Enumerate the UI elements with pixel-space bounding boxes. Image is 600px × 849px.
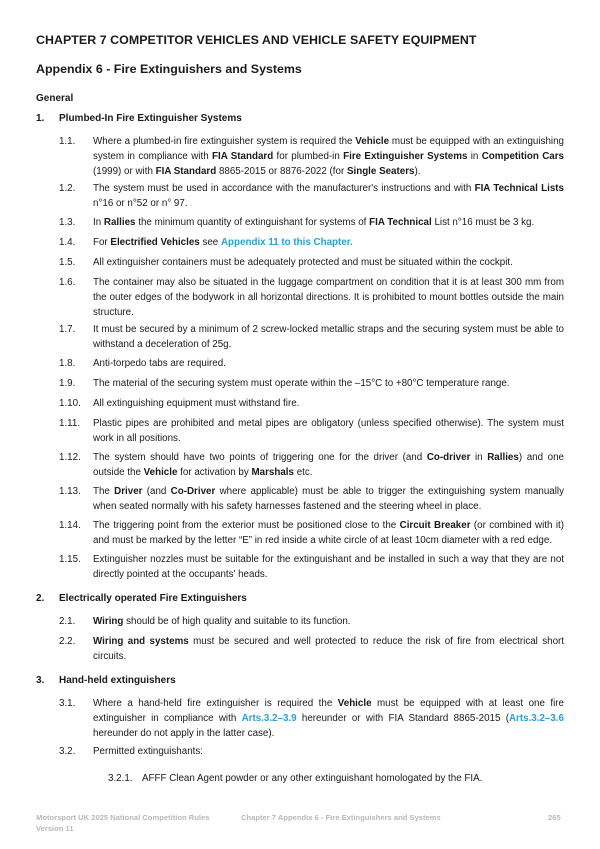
arts-3-2-3-6-link[interactable]: Arts.3.2–3.6 bbox=[508, 713, 564, 724]
item-1-13: 1.13. The Driver (and Co-Driver where applicable) must be able to trigger the extinguishing system manually when seated normally with his safety harnesses fastened and the steering wheel in place. bbox=[59, 486, 564, 512]
item-1-8: 1.8. Anti-torpedo tabs are required. bbox=[59, 358, 226, 369]
item-1-5: 1.5. All extinguisher containers must be adequately protected and must be situated within the cockpit. bbox=[59, 257, 513, 268]
item-1-12: 1.12. The system should have two points of triggering one for the driver (and Co-driver in Rallies) and one outside the Vehicle for activation by Marshals etc. bbox=[59, 452, 564, 478]
item-2-1: 2.1. Wiring should be of high quality and suitable to its function. bbox=[59, 616, 351, 627]
appendix-title: Appendix 6 - Fire Extinguishers and Systems bbox=[36, 62, 302, 76]
item-3-2: 3.2. Permitted extinguishants: bbox=[59, 746, 203, 757]
section-heading-1: 1. Plumbed-In Fire Extinguisher Systems bbox=[36, 113, 242, 124]
appendix-11-link[interactable]: Appendix 11 to this Chapter. bbox=[220, 237, 353, 248]
chapter-title: CHAPTER 7 COMPETITOR VEHICLES AND VEHICLE SAFETY EQUIPMENT bbox=[36, 33, 477, 47]
item-3-2-1: 3.2.1. AFFF Clean Agent powder or any other extinguishant homologated by the FIA. bbox=[108, 773, 483, 784]
item-2-2: 2.2. Wiring and systems must be secured and well protected to reduce the risk of fire from electrical short circuits. bbox=[59, 636, 565, 662]
item-1-15: 1.15. Extinguisher nozzles must be suitable for the extinguishant and be installed in such a way that they are not directly pointed at the occupants' heads. bbox=[59, 554, 564, 580]
item-1-4: 1.4. For Electrified Vehicles see Appendix 11 to this Chapter. bbox=[59, 237, 353, 248]
section-heading-3: 3. Hand-held extinguishers bbox=[36, 675, 176, 686]
item-1-10: 1.10. All extinguishing equipment must withstand fire. bbox=[59, 398, 300, 409]
footer-left: Motorsport UK 2025 National Competition Rules Version 11 bbox=[36, 813, 210, 833]
item-1-14: 1.14. The triggering point from the exterior must be positioned close to the Circuit Breaker (or combined with it) and must be marked by the letter “E” in red inside a white circle of at least 10cm diameter with a red edge. bbox=[59, 520, 564, 546]
item-1-1: 1.1. Where a plumbed-in fire extinguisher system is required the Vehicle must be equipped with an extinguishing system in compliance with FIA Standard for plumbed-in Fire Extinguisher Systems in Competition Cars (1999) or with FIA Standard 8865-2015 or 8876-2022 (for Single Seaters). bbox=[59, 136, 564, 177]
item-1-7: 1.7. It must be secured by a minimum of 2 screw-locked metallic straps and the securing system must be able to withstand a deceleration of 25g. bbox=[59, 324, 564, 350]
item-1-2: 1.2. The system must be used in accordance with the manufacturer's instructions and with FIA Technical Lists n°16 or n°52 or n° 97. bbox=[59, 183, 564, 209]
page-number: 265 bbox=[548, 813, 561, 822]
item-1-3: 1.3. In Rallies the minimum quantity of extinguishant for systems of FIA Technical List n°16 must be 3 kg. bbox=[59, 217, 535, 228]
item-1-9: 1.9. The material of the securing system must operate within the –15°C to +80°C temperature range. bbox=[59, 378, 510, 389]
general-heading: General bbox=[36, 93, 74, 104]
footer-center: Chapter 7 Appendix 6 - Fire Extinguishers and Systems bbox=[241, 813, 441, 822]
section-heading-2: 2. Electrically operated Fire Extinguishers bbox=[36, 593, 247, 604]
arts-3-2-3-9-link[interactable]: Arts.3.2–3.9 bbox=[241, 713, 297, 724]
item-1-11: 1.11. Plastic pipes are prohibited and metal pipes are obligatory (unless specified otherwise). The system must work in all positions. bbox=[59, 418, 564, 444]
item-1-6: 1.6. The container may also be situated in the luggage compartment on condition that it is at least 300 mm from the outer edges of the bodywork in all horizontal directions. It is prohibited to mount bottles outside the main structure. bbox=[59, 277, 564, 318]
item-3-1: 3.1. Where a hand-held fire extinguisher is required the Vehicle must be equipped with at least one fire extinguisher in compliance with Arts.3.2–3.9 hereunder or with FIA Standard 8865-2015 (Arts.3.2–3.6 hereunder do not apply in the latter case). bbox=[59, 698, 564, 739]
